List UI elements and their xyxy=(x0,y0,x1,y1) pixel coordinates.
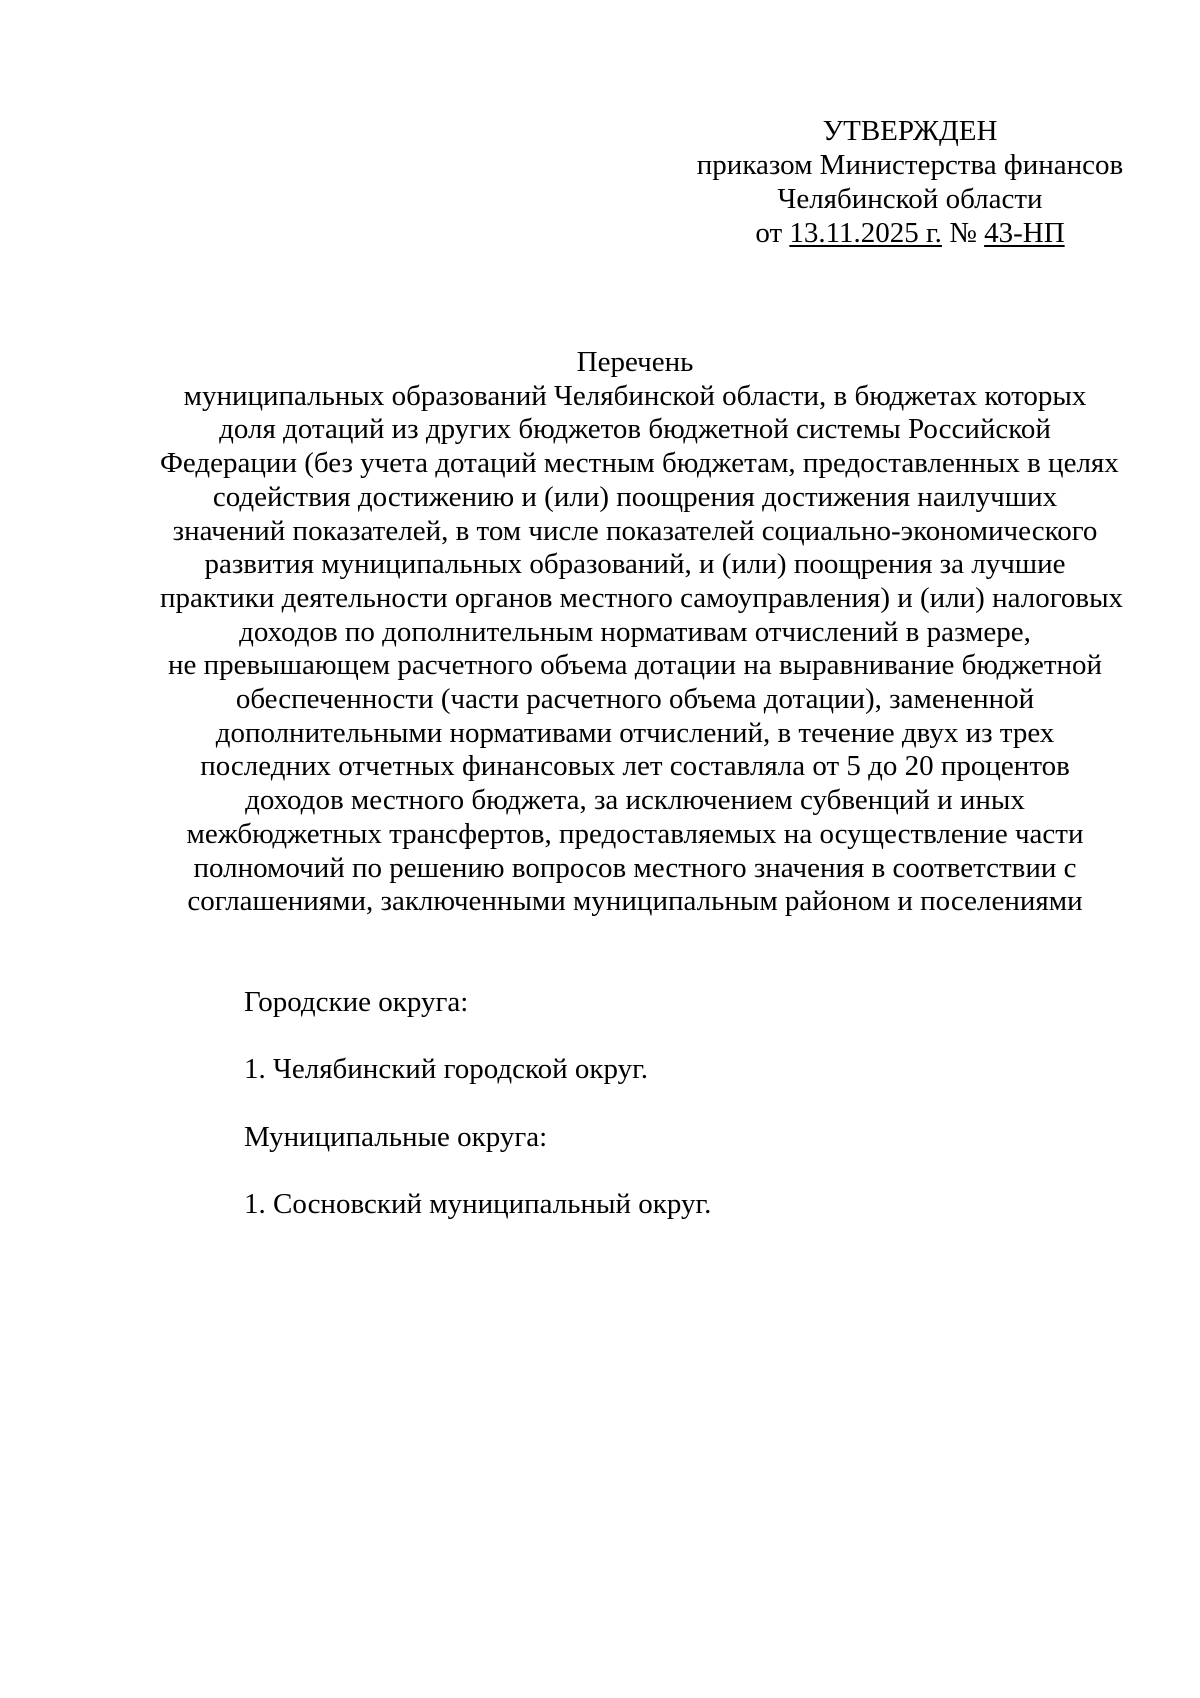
title-line: практики деятельности органов местного самоуправления) и (или) налоговых xyxy=(160,581,1124,614)
approval-date-number xyxy=(650,216,1170,250)
approval-line-region: Челябинской области xyxy=(777,183,1043,215)
approval-number-prefix: № xyxy=(941,217,985,249)
approval-date-prefix: от xyxy=(755,217,790,249)
approval-heading: УТВЕРЖДЕН xyxy=(822,115,998,147)
approval-number: 43-НП xyxy=(984,217,1065,249)
approval-line-order: приказом Министерства финансов xyxy=(696,149,1124,181)
title-line: не превышающем расчетного объема дотации на выравнивание бюджетной xyxy=(167,649,1103,682)
title-line: муниципальных образований Челябинской области, в бюджетах которых xyxy=(183,379,1087,412)
title-line: развития муниципальных образований, и (или) поощрения за лучшие xyxy=(204,548,1066,581)
title-line: содействия достижению и (или) поощрения достижения наилучших xyxy=(212,480,1058,513)
municipal-district-item: 1. Сосновский муниципальный округ. xyxy=(244,1188,712,1220)
title-line: соглашениями, заключенными муниципальным районом и поселениями xyxy=(187,885,1083,918)
title-line: межбюджетных трансфертов, предоставляемых на осуществление части xyxy=(186,817,1084,850)
title-line: доля дотаций из других бюджетов бюджетной системы Российской xyxy=(219,413,1051,446)
municipal-districts-heading: Муниципальные округа: xyxy=(244,1121,548,1153)
approval-date: 13.11.2025 г. xyxy=(789,217,942,249)
document-title xyxy=(160,346,1124,919)
title-line: обеспеченности (части расчетного объема дотации), замененной xyxy=(235,683,1035,716)
urban-district-item: 1. Челябинский городской округ. xyxy=(244,1053,649,1085)
approval-stamp xyxy=(650,114,1170,250)
urban-districts-heading: Городские округа: xyxy=(244,986,469,1018)
title-line: дополнительными нормативами отчислений, в течение двух из трех xyxy=(215,716,1055,749)
title-line: доходов по дополнительным нормативам отчислений в размере, xyxy=(239,615,1031,648)
title-line: значений показателей, в том числе показателей социально-экономического xyxy=(172,514,1098,547)
title-line: последних отчетных финансовых лет составляла от 5 до 20 процентов xyxy=(200,750,1070,783)
title-line: Федерации (без учета дотаций местным бюджетам, предоставленных в целях xyxy=(160,447,1119,480)
title-line: доходов местного бюджета, за исключением субвенций и иных xyxy=(245,784,1025,817)
title-line: полномочий по решению вопросов местного значения в соответствии с xyxy=(193,851,1077,884)
title-heading: Перечень xyxy=(576,346,694,378)
